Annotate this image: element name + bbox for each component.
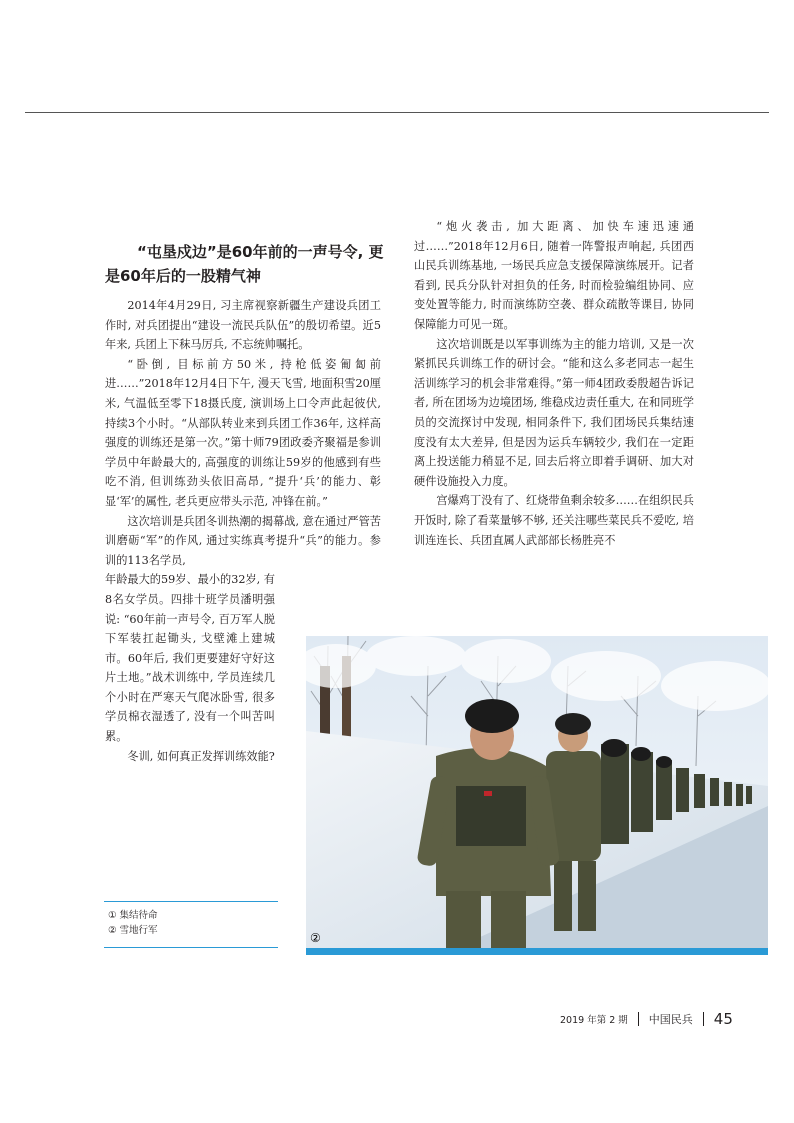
right-paragraph-1: “炮火袭击, 加大距离、加快车速迅速通过……”2018年12月6日, 随着一阵警报声响起, 兵团西山民兵训练基地, 一场民兵应急支援保障演练展开。记者看到, 民兵分队针对担负的任务, 时而检验编组协同、应变处置等能力, 时而演练防空袭、群众疏散等课目, 协同保障能力可见一斑。 bbox=[414, 220, 694, 331]
right-paragraph-3: 宫爆鸡丁没有了、红烧带鱼剩余较多……在组织民兵开饭时, 除了看菜量够不够, 还关注哪些菜民兵不爱吃, 培训连连长、兵团直属人武部部长杨胜亮不 bbox=[414, 494, 694, 547]
left-paragraph-3a: 这次培训是兵团冬训热潮的揭幕战, 意在通过严管苦训磨砺“军”的作风, 通过实练真考提升“兵”的能力。参训的113名学员, bbox=[105, 514, 381, 567]
page-number: 45 bbox=[713, 1010, 733, 1028]
issue-label: 2019 年第 2 期 bbox=[560, 1015, 628, 1026]
caption-2: ② 雪地行军 bbox=[108, 925, 158, 936]
photo-accent-bar bbox=[306, 948, 768, 955]
caption-rule-top bbox=[104, 901, 278, 902]
caption-1: ① 集结待命 bbox=[108, 910, 158, 921]
footer-divider bbox=[703, 1012, 704, 1026]
top-rule bbox=[25, 112, 769, 113]
magazine-name: 中国民兵 bbox=[648, 1013, 693, 1026]
left-paragraph-1: 2014年4月29日, 习主席视察新疆生产建设兵团工作时, 对兵团提出“建设一流民兵队伍”的殷切希望。近5年来, 兵团上下秣马厉兵, 不忘统帅嘱托。 bbox=[105, 299, 381, 352]
footer-divider bbox=[638, 1012, 639, 1026]
right-paragraph-2: 这次培训既是以军事训练为主的能力培训, 又是一次紧抓民兵训练工作的研讨会。“能和这么多老同志一起生活训练学习的机会非常难得。”第一师4团政委殷超告诉记者, 所在团场为边境团场, 维稳戍边责任重大, 在和同班学员的交流探讨中发现, 相同条件下, 我们团场民兵集结速度没有太大差异, 但是因为运兵车辆较少, 我们在一定距离上投送能力稍显不足, 回去后将立即着手调研、加大对硬件设施投入力度。 bbox=[414, 337, 694, 488]
caption-rule-bottom bbox=[104, 947, 278, 948]
photo-captions bbox=[108, 908, 278, 938]
snow-march-photo bbox=[306, 636, 768, 948]
snow-march-illustration bbox=[306, 636, 768, 948]
left-paragraph-4: 冬训, 如何真正发挥训练效能? bbox=[127, 749, 275, 763]
photo-number: ② bbox=[310, 931, 321, 945]
left-paragraph-3b: 年龄最大的59岁、最小的32岁, 有8名女学员。四排十班学员潘明强说: “60年前一声号令, 百万军人脱下军装扛起锄头, 戈壁滩上建城市。60年后, 我们更要建好守好这片土地。”战术训练中, 学员连续几个小时在严寒天气爬冰卧雪, 很多学员棉衣湿透了, 没有一个叫苦叫累。 bbox=[105, 573, 275, 744]
left-paragraph-2: “卧倒, 目标前方50米, 持枪低姿匍匐前进……”2018年12月4日下午, 漫天飞雪, 地面积雪20厘米, 气温低至零下18摄氏度, 演训场上口令声此起彼伏, 持续3个小时。“从部队转业来到兵团工作36年, 这样高强度的训练还是第一次。”第十师79团政委齐聚福是参训学员中年龄最大的, 高强度的训练让59岁的他感到有些吃不消, 但训练劲头依旧高昂, “提升‘兵’的能力、彰显‘军’的属性, 老兵更应带头示范, 冲锋在前。” bbox=[105, 357, 381, 508]
section-headline: “屯垦戍边”是60年前的一声号令, 更是60年后的一股精气神 bbox=[105, 243, 384, 285]
page-footer bbox=[560, 1008, 733, 1030]
right-column bbox=[414, 217, 694, 550]
